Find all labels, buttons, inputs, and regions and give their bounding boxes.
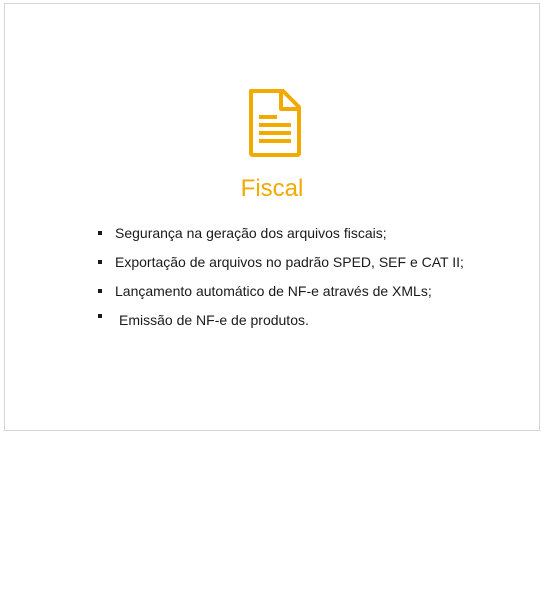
list-item — [95, 248, 464, 277]
list-item — [95, 306, 464, 335]
document-icon — [247, 89, 303, 157]
list-item-text: Lançamento automático de NF-e através de XMLs; — [115, 283, 432, 299]
list-item — [95, 219, 464, 248]
list-item-text: Exportação de arquivos no padrão SPED, SEF e CAT II; — [115, 254, 464, 270]
feature-list — [95, 219, 464, 335]
bullet — [98, 314, 102, 318]
card-title: Fiscal — [240, 175, 304, 202]
bullet — [98, 289, 102, 293]
bullet — [98, 260, 102, 264]
fiscal-card — [4, 3, 540, 431]
list-item-text: Segurança na geração dos arquivos fiscais; — [115, 225, 387, 241]
list-item-text: Emissão de NF-e de produtos. — [119, 312, 309, 328]
bullet — [98, 231, 102, 235]
list-item — [95, 277, 464, 306]
